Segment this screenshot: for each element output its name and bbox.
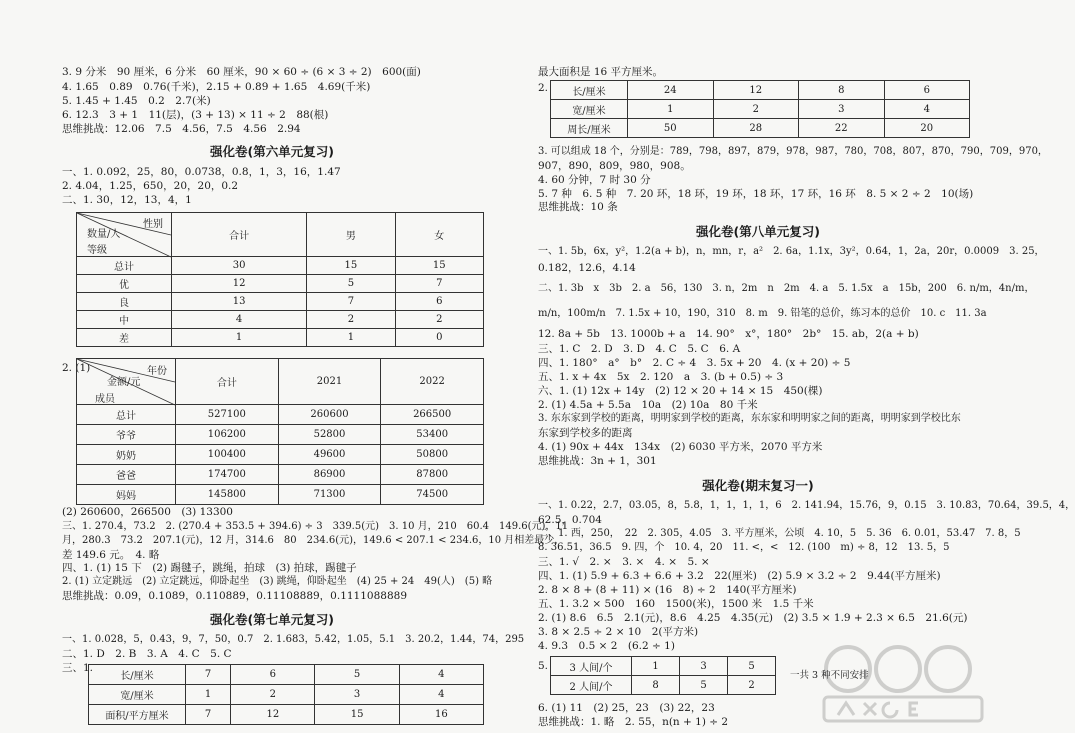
table-header: 合计	[176, 359, 279, 405]
table-cell: 8	[632, 676, 680, 695]
table-cell: 12	[713, 81, 799, 100]
table-corner-cell: 年份 金额/元 成员	[77, 359, 176, 405]
table-row	[77, 425, 484, 445]
table-cell: 49600	[278, 445, 381, 465]
table-row	[89, 705, 484, 725]
table-cell: 15	[395, 257, 483, 275]
table-cell: 优	[77, 275, 172, 293]
table-cell: 7	[186, 665, 231, 685]
table-cell: 3 人间/个	[551, 657, 632, 676]
section-heading-unit8: 强化卷(第八单元复习)	[696, 224, 820, 239]
answer-line: 6. 12.3 3 + 1 11(层)，(3 + 13) × 11 ÷ 2 88(根)	[62, 109, 329, 121]
table-cell: 中	[77, 311, 172, 329]
table-cell: 4	[399, 685, 483, 705]
table-cell: 1	[628, 100, 714, 119]
answer-line: 4. 60 分钟，7 时 30 分	[538, 174, 651, 186]
table-header: 合计	[172, 213, 307, 257]
table-cell: 53400	[381, 425, 484, 445]
thinking-challenge: 思维挑战：1. 略 2. 55，n(n + 1) ÷ 2	[538, 716, 729, 728]
table-row	[551, 657, 776, 676]
grade-table	[76, 212, 484, 347]
answer-line: 一、1. 0.22，2.7，03.05，8，5.8，1，1，1，1，6 2. 141.94，15.76，9，0.15 3. 10.83，70.64，39.5，4，	[538, 500, 1075, 511]
watermark-logo	[818, 637, 988, 727]
table-cell: 12	[172, 275, 307, 293]
perimeter-table	[550, 80, 970, 138]
table-cell: 22	[799, 119, 885, 138]
answer-line: 4. 1.65 0.89 0.76(千米)，2.15 + 0.89 + 1.65 4.69(千米)	[62, 81, 371, 93]
table-row	[77, 465, 484, 485]
table-cell: 3	[799, 100, 885, 119]
table-row	[77, 275, 484, 293]
table-cell: 86900	[278, 465, 381, 485]
table-cell: 宽/厘米	[551, 100, 628, 119]
table-cell: 总计	[77, 405, 176, 425]
table-cell: 1	[186, 685, 231, 705]
table-cell: 良	[77, 293, 172, 311]
table-row	[77, 257, 484, 275]
table-cell: 28	[713, 119, 799, 138]
table-cell: 8	[799, 81, 885, 100]
table-cell: 爷爷	[77, 425, 176, 445]
question-label: 5.	[538, 660, 549, 672]
table-cell: 260600	[278, 405, 381, 425]
answer-line: 2. (1) 8.6 6.5 2.1(元)，8.6 4.25 4.35(元) (2) 3.5 × 1.9 + 2.3 × 6.5 21.6(元)	[538, 612, 968, 624]
table-cell: 13	[172, 293, 307, 311]
table-cell: 145800	[176, 485, 279, 505]
table-cell: 24	[628, 81, 714, 100]
question-label: 2. (1)	[62, 362, 91, 374]
table-corner-cell: 性别 数量/人 等级	[77, 213, 172, 257]
table-row	[77, 405, 484, 425]
table-row	[551, 100, 970, 119]
table-cell: 30	[172, 257, 307, 275]
table-cell: 87800	[381, 465, 484, 485]
thinking-challenge: 思维挑战：10 条	[538, 201, 618, 213]
answer-line: 907，890，809，980，908。	[538, 160, 691, 172]
answer-line: 四、1. (1) 5.9 + 6.3 + 6.6 + 3.2 22(厘米) (2) 5.9 × 3.2 ÷ 2 9.44(平方厘米)	[538, 570, 941, 582]
thinking-challenge: 思维挑战：12.06 7.5 4.56，7.5 4.56 2.94	[62, 123, 301, 135]
answer-line: 4. 9.3 0.5 × 2 (6.2 ÷ 1)	[538, 640, 675, 652]
table-cell: 266500	[381, 405, 484, 425]
table-cell: 面积/平方厘米	[89, 705, 186, 725]
table-cell: 1	[172, 329, 307, 347]
answer-line: 2. (1) 4.5a + 5.5a 10a (2) 10a 80 千米	[538, 399, 758, 411]
answer-line: 2. (1) 立定跳远 (2) 立定跳远，仰卧起坐 (3) 跳绳，仰卧起坐 (4) 25 + 24 49(人) (5) 略	[62, 576, 493, 587]
table-cell: 7	[186, 705, 231, 725]
table-cell: 20	[884, 119, 970, 138]
table-cell: 3	[680, 657, 728, 676]
answer-line: 最大面积是 16 平方厘米。	[538, 66, 664, 78]
table-row	[89, 685, 484, 705]
table-cell: 差	[77, 329, 172, 347]
table-cell: 2	[728, 676, 776, 695]
answer-line: 3. 东东家到学校的距离，明明家到学校的距离，东东家和明明家之间的距离，明明家到学校比东	[538, 413, 961, 424]
table-cell: 2	[307, 311, 395, 329]
table-cell: 74500	[381, 485, 484, 505]
answer-line: 三、1. C 2. D 3. D 4. C 5. C 6. A	[538, 343, 741, 355]
table-header: 2021	[278, 359, 381, 405]
table-row	[77, 293, 484, 311]
table-cell: 52800	[278, 425, 381, 445]
table-cell: 7	[395, 275, 483, 293]
money-table	[76, 358, 484, 505]
section-heading-unit7: 强化卷(第七单元复习)	[210, 612, 334, 627]
answer-line: 四、1. (1) 15 下 (2) 踢毽子，跳绳，拍球 (3) 拍球，踢毽子	[62, 562, 357, 574]
answer-line: 二、1. 3b x 3b 2. a 56，130 3. n，2m n 2m 4. a 5. 1.5x a 15b，200 6. n/m，4n/m，	[538, 283, 1035, 294]
table-cell: 5	[315, 665, 399, 685]
answer-line: 差 149.6 元。 4. 略	[62, 549, 160, 561]
table-cell: 妈妈	[77, 485, 176, 505]
answer-line: 二、1. 西，250， 22 2. 305，4.05 3. 平方厘米，公顷 4. 10，5 5. 36 6. 0.01，53.47 7. 8，5	[538, 528, 1021, 539]
table-cell: 2	[231, 685, 315, 705]
table-cell: 5	[307, 275, 395, 293]
table-cell: 4	[399, 665, 483, 685]
answer-line: 六、1. (1) 12x + 14y (2) 12 × 20 + 14 × 15 450(棵)	[538, 385, 823, 397]
table-row	[551, 119, 970, 138]
thinking-challenge: 思维挑战：3n + 1，301	[538, 455, 657, 467]
table-cell: 5	[680, 676, 728, 695]
table-cell: 527100	[176, 405, 279, 425]
answer-line: 8. 36.51，36.5 9. 四，个 10. 4，20 11. <，< 12. (100 m) ÷ 8，12 13. 5，5	[538, 542, 950, 553]
table-cell: 50	[628, 119, 714, 138]
table-cell: 奶奶	[77, 445, 176, 465]
table-cell: 周长/厘米	[551, 119, 628, 138]
answer-line: 12. 8a + 5b 13. 1000b + a 14. 90° x°，180° 2b° 15. ab，2(a + b)	[538, 328, 919, 340]
table-cell: 15	[307, 257, 395, 275]
answer-line: 月，280.3 73.2 207.1(元)，12 月，314.6 80 234.6(元)，149.6 < 207.1 < 234.6，10 月相差最少，	[62, 535, 565, 546]
table-cell: 16	[399, 705, 483, 725]
table-note: 一共 3 种不同安排	[790, 670, 869, 681]
answer-line: 三、1.	[62, 662, 94, 674]
answer-line: 二、1. D 2. B 3. A 4. C 5. C	[62, 648, 232, 660]
table-cell: 50800	[381, 445, 484, 465]
table-row	[551, 81, 970, 100]
answer-line: 3. 9 分米 90 厘米，6 分米 60 厘米，90 × 60 ÷ (6 × 3 ÷ 2) 600(面)	[62, 66, 421, 78]
answer-line: m/n，100m/n 7. 1.5x + 10，190，310 8. m 9. 铅笔的总价，练习本的总价 10. c 11. 3a	[538, 308, 987, 319]
table-cell: 6	[395, 293, 483, 311]
answer-line: 二、1. 30，12，13，4，1	[62, 194, 192, 206]
thinking-challenge: 思维挑战：0.09，0.1089，0.110889，0.11108889，0.1111088889	[62, 590, 408, 602]
table-cell: 2	[713, 100, 799, 119]
table-row	[77, 311, 484, 329]
table-cell: 106200	[176, 425, 279, 445]
table-header: 男	[307, 213, 395, 257]
answer-line: 2. 4.04，1.25，650，20，20，0.2	[62, 180, 239, 192]
table-cell: 7	[307, 293, 395, 311]
table-cell: 2 人间/个	[551, 676, 632, 695]
answer-line: 东家到学校多的距离	[538, 427, 633, 439]
table-cell: 4	[172, 311, 307, 329]
table-header: 2022	[381, 359, 484, 405]
table-cell: 100400	[176, 445, 279, 465]
section-heading-unit6: 强化卷(第六单元复习)	[210, 144, 334, 159]
table-row	[77, 485, 484, 505]
answer-line: 62.5，0.704	[538, 514, 602, 526]
table-cell: 长/厘米	[89, 665, 186, 685]
table-cell: 12	[231, 705, 315, 725]
table-cell: 长/厘米	[551, 81, 628, 100]
answer-line: 一、1. 0.028，5，0.43，9，7，50，0.7 2. 1.683，5.42，1.05，5.1 3. 20.2，1.44，74，295	[62, 634, 525, 645]
answer-line: 五、1. 3.2 × 500 160 1500(米)，1500 米 1.5 千米	[538, 598, 814, 610]
table-cell: 宽/厘米	[89, 685, 186, 705]
table-cell: 0	[395, 329, 483, 347]
table-cell: 5	[728, 657, 776, 676]
room-table	[550, 656, 776, 695]
answer-line: 五、1. x + 4x 5x 2. 120 a 3. (b + 0.5) ÷ 3	[538, 371, 784, 383]
answer-line: 0.182，12.6，4.14	[538, 262, 636, 274]
table-cell: 4	[884, 100, 970, 119]
answer-line: (2) 260600，266500 (3) 13300	[62, 506, 233, 518]
answer-line: 5. 7 种 6. 5 种 7. 20 环，18 环，19 环，18 环，17 环，16 环 8. 5 × 2 ÷ 2 10(场)	[538, 188, 974, 200]
table-cell: 2	[395, 311, 483, 329]
answer-line: 一、1. 0.092，25，80，0.0738，0.8，1，3，16，1.47	[62, 166, 341, 178]
answer-line: 三、1. 270.4，73.2 2. (270.4 + 353.5 + 394.6) ÷ 3 339.5(元) 3. 10 月，210 60.4 149.6(元)，11	[62, 521, 569, 532]
table-cell: 爸爸	[77, 465, 176, 485]
table-cell: 6	[231, 665, 315, 685]
section-heading-final-review: 强化卷(期末复习一)	[702, 478, 814, 493]
answer-line: 6. (1) 11 (2) 25，23 (3) 22，23	[538, 702, 715, 714]
area-table	[88, 664, 484, 725]
answer-line: 三、1. √ 2. × 3. × 4. × 5. ×	[538, 556, 710, 568]
answer-line: 一、1. 5b，6x，y²，1.2(a + b)，n，mn，r，a² 2. 6a，1.1x，3y²，0.64，1，2a，20r，0.0009 3. 25，	[538, 246, 1045, 257]
answer-line: 2. 8 × 8 + (8 + 11) × (16 8) ÷ 2 140(平方厘米)	[538, 584, 797, 596]
answer-line: 四、1. 180° a° b° 2. C ÷ 4 3. 5x + 20 4. (x + 20) ÷ 5	[538, 357, 851, 369]
table-row	[77, 329, 484, 347]
answer-line: 3. 可以组成 18 个，分别是：789，798，897，879，978，987，780，708，807，870，790，709，970，	[538, 146, 1048, 157]
table-header: 女	[395, 213, 483, 257]
table-cell: 15	[315, 705, 399, 725]
table-row	[551, 676, 776, 695]
table-cell: 6	[884, 81, 970, 100]
question-label: 2.	[538, 82, 549, 94]
table-cell: 1	[307, 329, 395, 347]
table-row	[77, 445, 484, 465]
answer-line: 4. (1) 90x + 44x 134x (2) 6030 平方米，2070 平方米	[538, 441, 823, 453]
answer-line: 5. 1.45 + 1.45 0.2 2.7(米)	[62, 95, 211, 107]
table-cell: 3	[315, 685, 399, 705]
table-cell: 总计	[77, 257, 172, 275]
table-cell: 174700	[176, 465, 279, 485]
table-cell: 1	[632, 657, 680, 676]
answer-line: 3. 8 × 2.5 ÷ 2 × 10 2(平方米)	[538, 626, 699, 638]
table-row	[89, 665, 484, 685]
table-cell: 71300	[278, 485, 381, 505]
